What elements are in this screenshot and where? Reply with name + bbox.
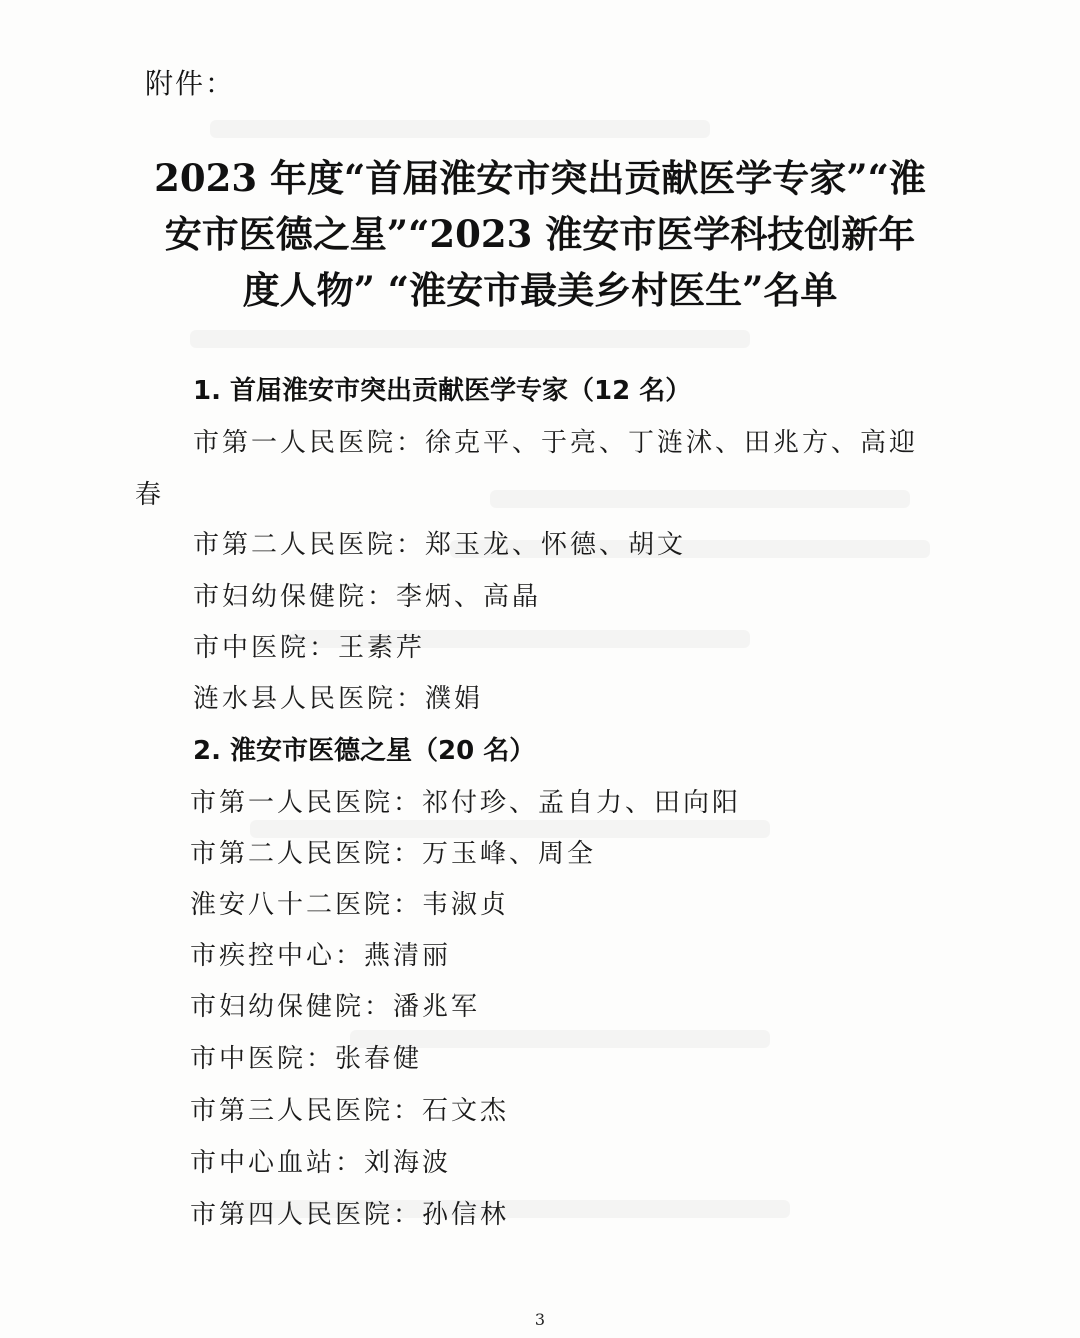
section-heading: 2. 淮安市医德之星（20 名） [193,736,536,766]
list-item: 市第一人民医院：徐克平、于亮、丁涟沭、田兆方、高迎 [193,428,919,458]
document-title [100,150,980,318]
list-item: 市妇幼保健院：潘兆军 [190,992,481,1022]
list-item: 市第一人民医院：祁付珍、孟自力、田向阳 [190,788,742,818]
list-item: 市疾控中心：燕清丽 [190,941,452,971]
list-item: 市第三人民医院：石文杰 [190,1096,510,1126]
list-item: 市第二人民医院：郑玉龙、怀德、胡文 [193,530,687,560]
page-number: 3 [534,1310,546,1329]
section-heading: 1. 首届淮安市突出贡献医学专家（12 名） [193,376,692,406]
list-item: 淮安八十二医院：韦淑贞 [190,890,510,920]
list-item-continuation: 春 [135,480,165,510]
list-item: 市中心血站：刘海波 [190,1148,452,1178]
attachment-label: 附件： [145,67,236,100]
list-item: 市中医院：张春健 [190,1044,423,1074]
list-item: 市第二人民医院：万玉峰、周全 [190,839,597,869]
list-item: 市妇幼保健院：李炳、高晶 [193,582,542,612]
title-line-1: 2023 年度“首届淮安市突出贡献医学专家”“淮 [154,156,926,200]
list-item: 涟水县人民医院：濮娟 [193,684,484,714]
title-line-2: 安市医德之星”“2023 淮安市医学科技创新年 [164,212,916,256]
list-item: 市第四人民医院：孙信林 [190,1200,510,1230]
list-item: 市中医院：王素芹 [193,633,426,663]
title-line-3: 度人物” “淮安市最美乡村医生”名单 [242,268,838,312]
